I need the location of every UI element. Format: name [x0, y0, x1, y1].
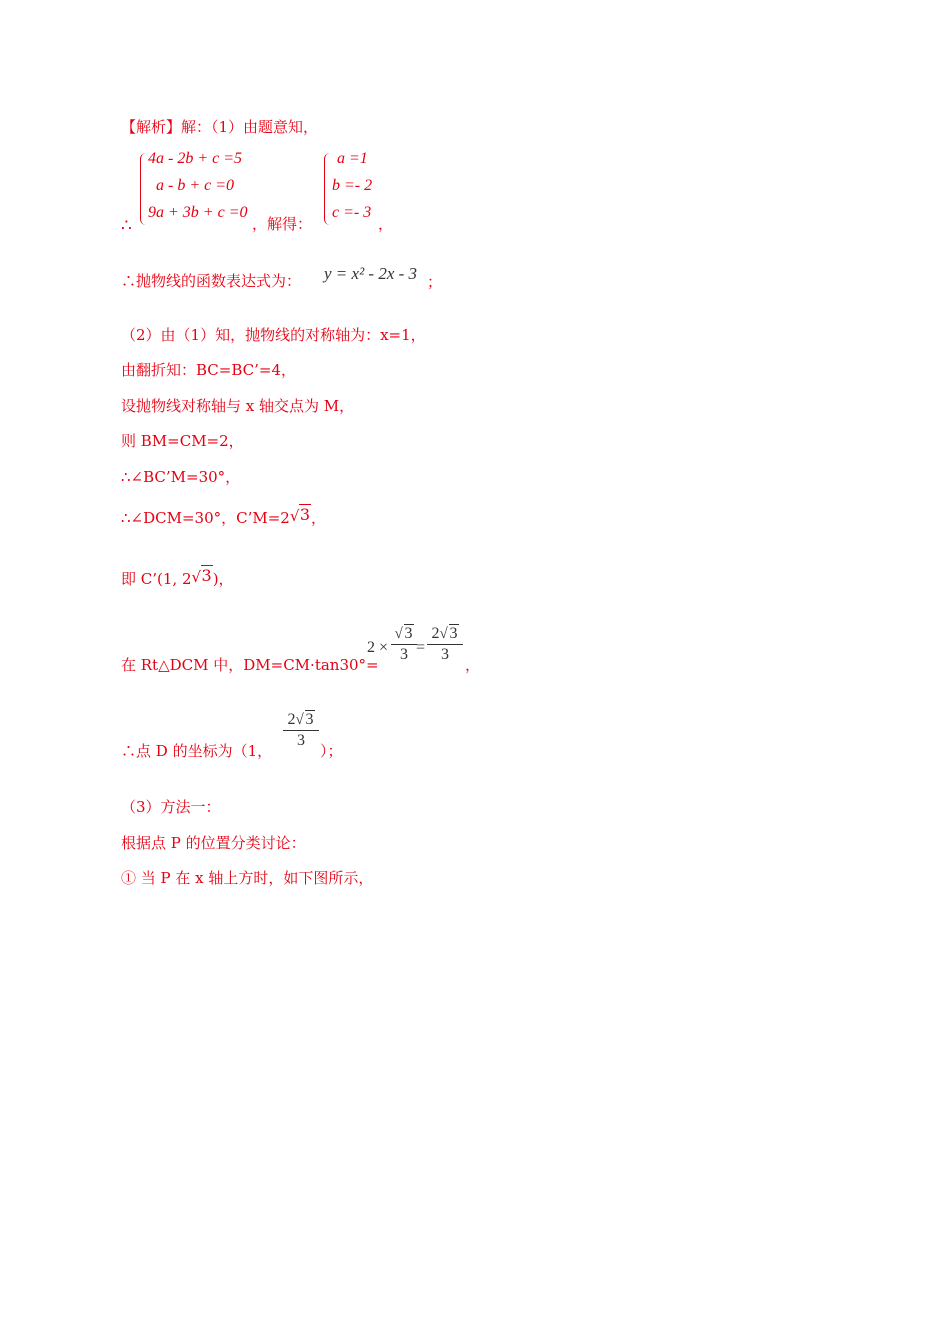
comma: ，: [378, 215, 394, 233]
tan-expr-prefix: 2 ×: [367, 639, 389, 656]
solution-intro: 【解析】解：（1）由题意知，: [121, 118, 319, 136]
part2-line-4: 则 BM=CM=2，: [121, 432, 244, 450]
line6-text: ∴∠DCM=30°，C’M=2: [121, 509, 290, 527]
solution-a: a =1: [337, 150, 368, 167]
solve-label: ，解得：: [252, 215, 313, 233]
equals-sign: =: [416, 639, 426, 656]
equation-row-1: 4a - 2b + c =5: [148, 150, 243, 167]
equation-row-3: 9a + 3b + c =0: [148, 204, 248, 221]
part3-line-1: （3）方法一：: [121, 798, 221, 816]
line7-end: )，: [212, 570, 234, 588]
sqrt-three: √ 3: [191, 566, 212, 586]
part3-line-2: 根据点 P 的位置分类讨论：: [121, 834, 306, 852]
line6-end: ，: [311, 509, 327, 527]
fraction-2root3-over-3: 2 √ 3 3: [427, 625, 463, 664]
part2-line-6: [121, 505, 327, 528]
semicolon: ；: [427, 273, 443, 291]
part3-line-3: ① 当 P 在 x 轴上方时，如下图所示，: [121, 869, 374, 887]
equation-system-1: [140, 150, 260, 230]
part2-line-2: 由翻折知：BC=BC’=4，: [121, 361, 297, 379]
part2-line-1: （2）由（1）知，抛物线的对称轴为：x=1，: [121, 326, 426, 344]
part2-line-3: 设抛物线对称轴与 x 轴交点为 M，: [121, 397, 355, 415]
fraction-root3-over-3: √ 3 3: [391, 625, 417, 664]
part2-line-8: 在 Rt△DCM 中，DM=CM·tan30°=: [121, 656, 379, 674]
equation-row-2: a - b + c =0: [156, 177, 235, 194]
part2-line-7: [121, 566, 234, 589]
solution-c: c =- 3: [332, 204, 372, 221]
line9-end: ）；: [320, 742, 343, 760]
part2-line-5: ∴∠BC’M=30°，: [121, 468, 241, 486]
sqrt-three: √ 3: [289, 505, 311, 525]
parabola-expression: y = x² - 2x - 3: [324, 264, 418, 283]
fraction-d-coordinate: 2 √ 3 3: [283, 711, 319, 750]
solution-b: b =- 2: [332, 177, 373, 194]
line7-text: 即 C’(1, 2: [121, 570, 192, 588]
therefore-symbol: ∴: [121, 216, 132, 236]
expression-label: ∴抛物线的函数表达式为：: [121, 272, 302, 290]
line8-end: ，: [465, 656, 481, 674]
part2-line-9: ∴点 D 的坐标为（1，: [121, 742, 273, 760]
